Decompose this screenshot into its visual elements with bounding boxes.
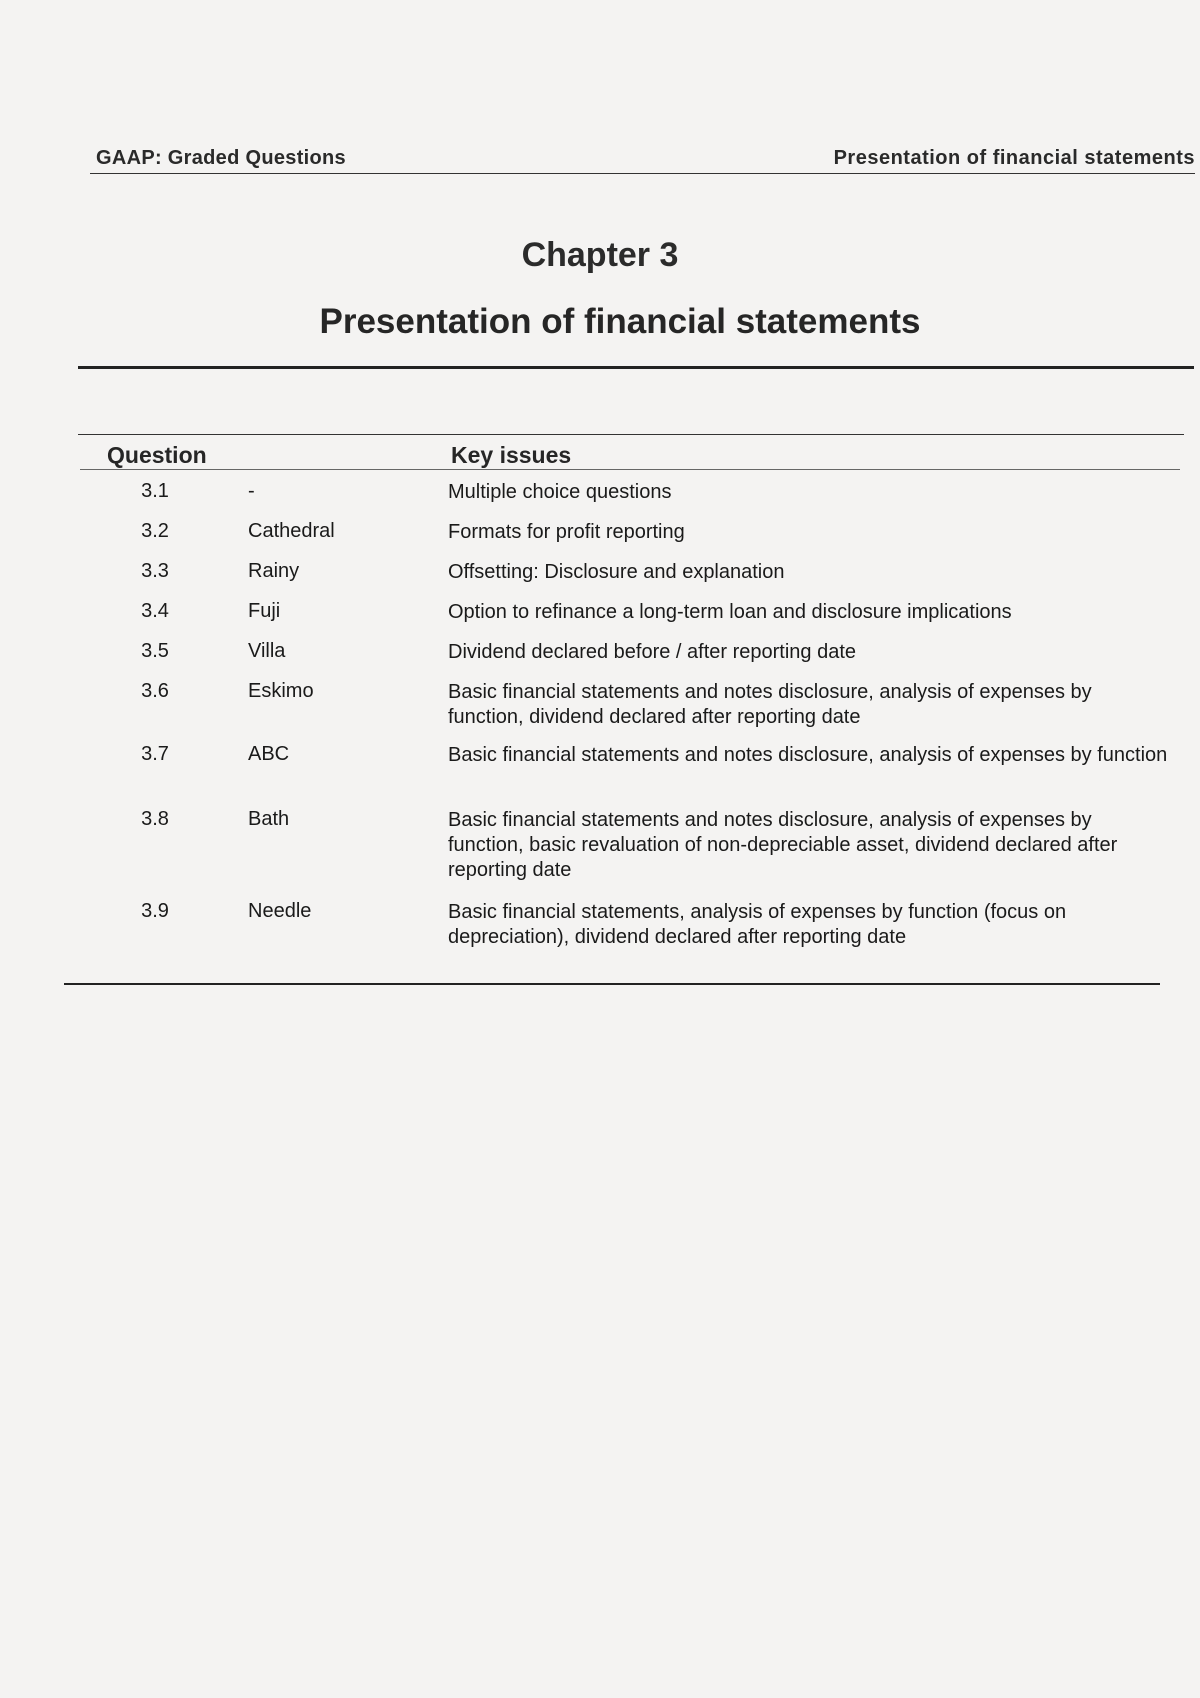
question-name: ABC: [248, 743, 290, 765]
column-header-question: Question: [107, 442, 207, 468]
running-header: [90, 147, 1195, 174]
running-header-chapter-title: Presentation of financial statements: [833, 147, 1195, 169]
question-number: 3.4: [141, 600, 169, 622]
key-issues: Formats for profit reporting: [448, 521, 685, 543]
table-bottom-rule: [64, 983, 1160, 985]
question-number: 3.3: [141, 560, 169, 582]
question-name: Cathedral: [248, 520, 335, 542]
question-number: 3.2: [141, 520, 169, 542]
question-number: 3.5: [141, 640, 169, 662]
column-header-key-issues: Key issues: [451, 442, 572, 468]
key-issues: Dividend declared before / after reporting date: [448, 641, 857, 663]
question-name: Bath: [248, 808, 290, 830]
key-issues: Option to refinance a long-term loan and disclosure implications: [448, 601, 1012, 623]
header-rule: [80, 469, 1180, 470]
key-issues: Basic financial statements and notes disclosure, analysis of expenses by function, basic revaluation of non-depreciable asset, dividend declared after reporting date: [448, 809, 1118, 881]
key-issues: Basic financial statements and notes disclosure, analysis of expenses by function, dividend declared after reporting date: [448, 681, 1092, 728]
question-name: Eskimo: [248, 680, 314, 702]
title-rule: [78, 366, 1194, 369]
question-name: Villa: [248, 640, 286, 662]
chapter-number: Chapter 3: [521, 236, 679, 274]
question-name: Fuji: [248, 600, 281, 622]
question-number: 3.9: [141, 900, 169, 922]
question-number: 3.8: [141, 808, 169, 830]
question-name: Rainy: [248, 560, 300, 582]
key-issues: Offsetting: Disclosure and explanation: [448, 561, 785, 583]
key-issues: Basic financial statements and notes disclosure, analysis of expenses by function: [448, 744, 1168, 766]
question-name: Needle: [248, 900, 312, 922]
question-name: -: [248, 480, 255, 502]
question-number: 3.7: [141, 743, 169, 765]
key-issues: Multiple choice questions: [448, 481, 672, 503]
chapter-title: Presentation of financial statements: [319, 302, 921, 341]
key-issues: Basic financial statements, analysis of expenses by function (focus on depreciation), dividend declared after reporting date: [448, 901, 1067, 948]
question-number: 3.6: [141, 680, 169, 702]
question-number: 3.1: [141, 480, 169, 502]
running-header-book-title: GAAP: Graded Questions: [96, 147, 346, 169]
table-top-rule: [78, 434, 1184, 435]
